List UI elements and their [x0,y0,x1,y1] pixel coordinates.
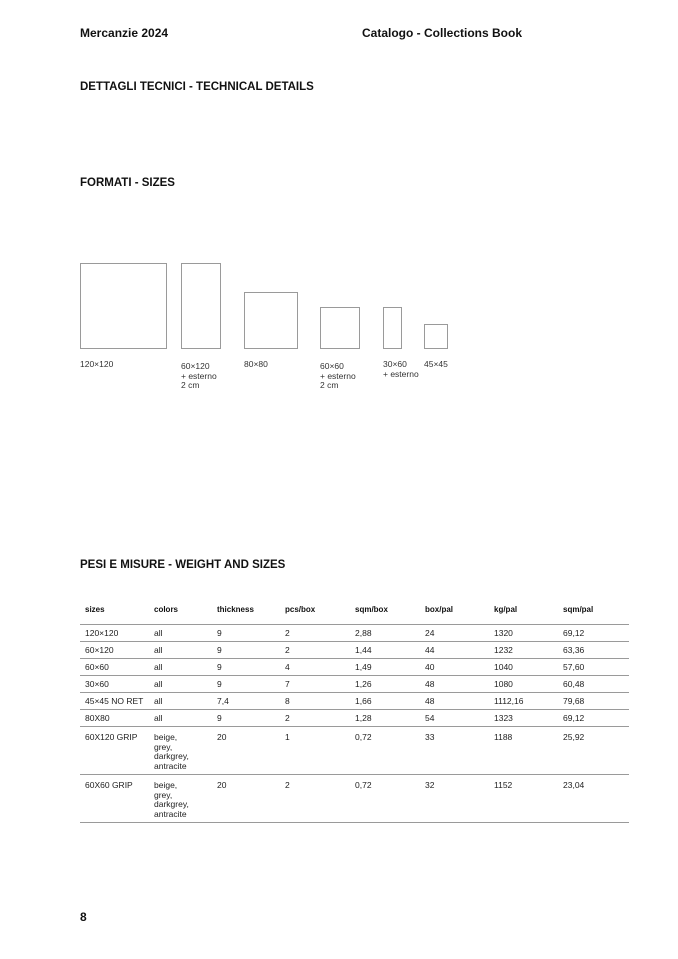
table-cell: 69,12 [563,628,585,638]
table-cell: 1232 [494,645,513,655]
table-cell: 60X120 GRIP [85,732,138,742]
section-title-sizes: FORMATI - SIZES [80,177,175,189]
table-cell: 1320 [494,628,513,638]
format-label: 30×60 + esterno [383,359,419,379]
weights-table [80,598,629,823]
table-cell: beige, grey, darkgrey, antracite [154,732,189,771]
table-cell: 23,04 [563,780,585,790]
table-cell: 69,12 [563,713,585,723]
table-cell: 60X60 GRIP [85,780,133,790]
table-cell: 4 [285,662,290,672]
table-cell: all [154,662,163,672]
table-cell: 9 [217,662,222,672]
table-cell: 2 [285,713,290,723]
column-header: sizes [85,605,105,614]
table-cell: 2 [285,628,290,638]
table-cell: 1 [285,732,290,742]
table-cell: 1323 [494,713,513,723]
tile-60x120 [181,263,221,349]
table-cell: 1,49 [355,662,372,672]
table-cell: 45×45 NO RET [85,696,144,706]
table-row [80,642,629,659]
column-header: thickness [217,605,254,614]
format-label: 80×80 [244,359,268,369]
table-row [80,676,629,693]
table-cell: 1112,16 [494,696,524,706]
table-cell: 48 [425,679,435,689]
table-cell: 2 [285,780,290,790]
column-header: kg/pal [494,605,518,614]
table-cell: all [154,696,163,706]
table-cell: all [154,645,163,655]
table-body [80,625,629,823]
section-title-weights: PESI E MISURE - WEIGHT AND SIZES [80,559,286,571]
table-cell: 20 [217,780,227,790]
table-cell: 9 [217,628,222,638]
table-row [80,659,629,676]
tile-30x60 [383,307,402,349]
table-cell: 32 [425,780,435,790]
table-cell: 1152 [494,780,513,790]
table-cell: 0,72 [355,732,372,742]
column-header: sqm/pal [563,605,594,614]
table-cell: 25,92 [563,732,585,742]
table-cell: 2,88 [355,628,372,638]
table-cell: 2 [285,645,290,655]
table-cell: 9 [217,645,222,655]
header-left-title: Mercanzie 2024 [80,26,169,40]
table-cell: 20 [217,732,227,742]
table-cell: all [154,679,163,689]
table-cell: 9 [217,679,222,689]
table-cell: 1,26 [355,679,372,689]
table-cell: 7,4 [217,696,229,706]
table-cell: 24 [425,628,435,638]
table-cell: 48 [425,696,435,706]
table-cell: 44 [425,645,435,655]
table-cell: 1,44 [355,645,372,655]
table-cell: all [154,628,163,638]
column-header: sqm/box [355,605,388,614]
tile-45x45 [424,324,448,349]
table-cell: 60×60 [85,662,109,672]
table-row [80,693,629,710]
table-cell: 40 [425,662,435,672]
table-cell: 33 [425,732,435,742]
tile-80x80 [244,292,298,349]
table-cell: 80X80 [85,713,110,723]
format-label: 60×60 + esterno 2 cm [320,361,356,390]
table-header-row [80,598,629,625]
column-header: box/pal [425,605,454,614]
table-cell: 63,36 [563,645,585,655]
table-cell: 1188 [494,732,513,742]
format-label: 45×45 [424,359,448,369]
tile-120x120 [80,263,167,349]
format-label: 120×120 [80,359,114,369]
table-cell: 120×120 [85,628,119,638]
section-title-technical: DETTAGLI TECNICI - TECHNICAL DETAILS [80,81,314,93]
table-cell: 7 [285,679,290,689]
column-header: colors [154,605,179,614]
table-cell: 9 [217,713,222,723]
column-header: pcs/box [285,605,316,614]
table-cell: 1,66 [355,696,372,706]
table-cell: 30×60 [85,679,109,689]
table-cell: 60,48 [563,679,585,689]
table-cell: 8 [285,696,290,706]
table-cell: all [154,713,163,723]
table-row [80,710,629,727]
table-cell: 1,28 [355,713,372,723]
table-cell: 57,60 [563,662,585,672]
table-cell: 0,72 [355,780,372,790]
table-row [80,727,629,775]
tile-60x60 [320,307,360,349]
table-cell: 54 [425,713,435,723]
format-label: 60×120 + esterno 2 cm [181,361,217,390]
table-cell: 1040 [494,662,513,672]
table-cell: beige, grey, darkgrey, antracite [154,780,189,819]
table-cell: 79,68 [563,696,585,706]
table-cell: 1080 [494,679,513,689]
table-row [80,625,629,642]
header-right-title: Catalogo - Collections Book [362,26,523,40]
table-cell: 60×120 [85,645,114,655]
table-row [80,775,629,823]
page-number: 8 [80,910,87,924]
